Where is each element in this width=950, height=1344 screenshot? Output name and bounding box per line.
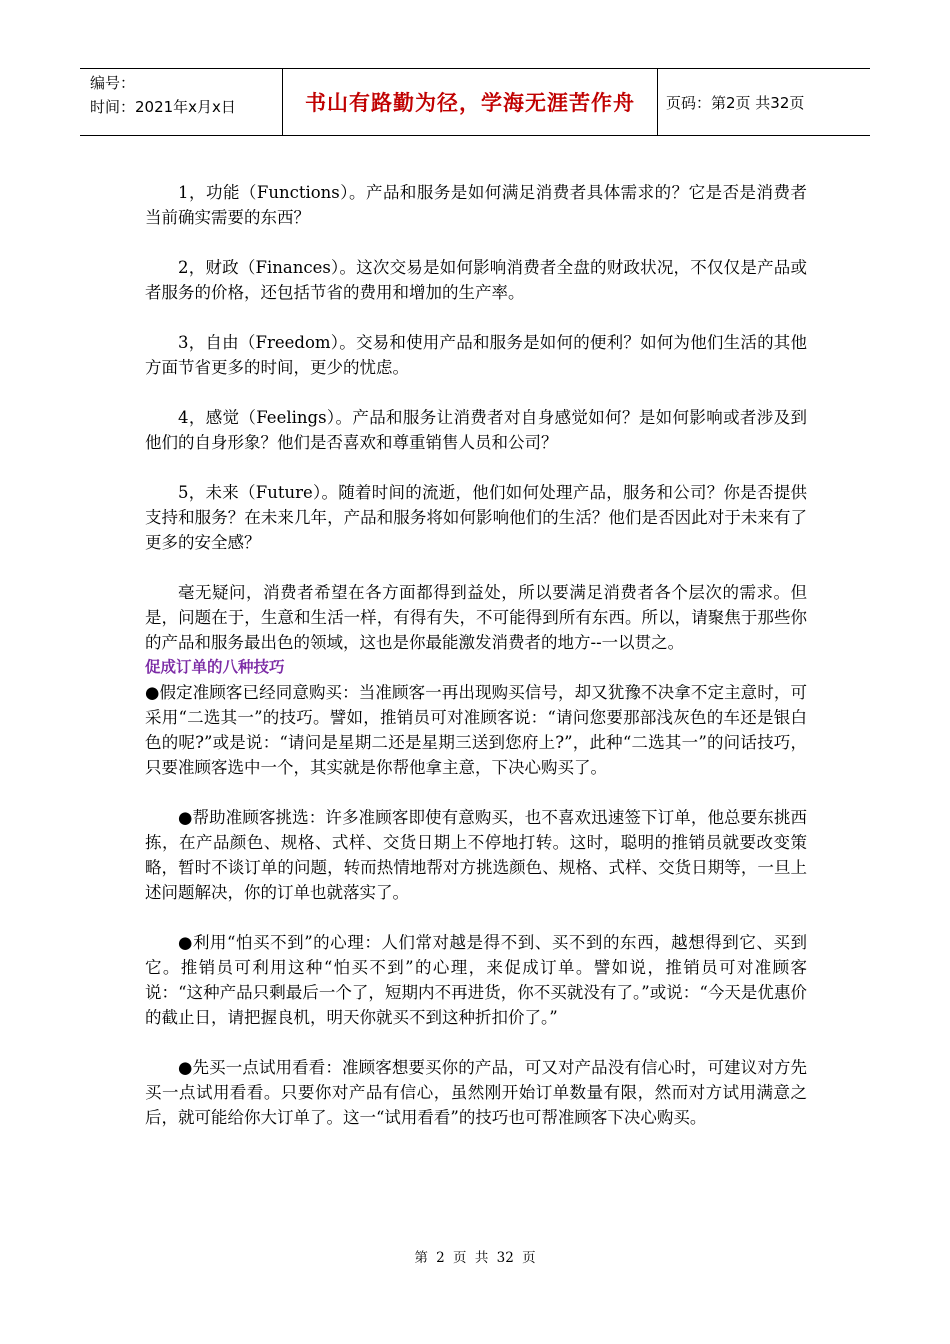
document-body — [145, 180, 807, 1130]
doc-number-label: 编号： — [90, 74, 136, 92]
tip-scarcity: ●利用“怕买不到”的心理：人们常对越是得不到、买不到的东西，越想得到它、买到它。推销员可利用这种“怕买不到”的心理，来促成订单。譬如说，推销员可对准顾客说：“这种产品只剩最后一个了，短期内不再进货，你不买就没有了。”或说：“今天是优惠价的截止日，请把握良机，明天你就买不到这种折扣价了。” — [145, 933, 807, 1027]
header-motto: 书山有路勤为径，学海无涯苦作舟 — [305, 91, 635, 115]
paragraph-freedom: 3，自由（Freedom）。交易和使用产品和服务是如何的便利？如何为他们生活的其他方面节省更多的时间，更少的忧虑。 — [145, 333, 807, 377]
tip-assume-agreement: ●假定准顾客已经同意购买：当准顾客一再出现购买信号，却又犹豫不决拿不定主意时，可采用“二选其一”的技巧。譬如，推销员可对准顾客说：“请问您要那部浅灰色的车还是银白色的呢?”或是说：“请问是星期二还是星期三送到您府上?”，此种“二选其一”的问话技巧，只要准顾客选中一个，其实就是你帮他拿主意，下决心购买了。 — [145, 683, 807, 777]
header-motto-cell — [282, 69, 658, 135]
paragraph-finances: 2，财政（Finances）。这次交易是如何影响消费者全盘的财政状况，不仅仅是产品或者服务的价格，还包括节省的费用和增加的生产率。 — [145, 258, 807, 302]
section-title: 促成订单的八种技巧 — [145, 658, 285, 676]
header-page-cell — [658, 69, 870, 135]
paragraph-summary: 毫无疑问，消费者希望在各方面都得到益处，所以要满足消费者各个层次的需求。但是，问题在于，生意和生活一样，有得有失，不可能得到所有东西。所以，请聚焦于那些你的产品和服务最出色的领域，这也是你最能激发消费者的地方--一以贯之。 — [145, 583, 807, 652]
paragraph-future: 5，未来（Future）。随着时间的流逝，他们如何处理产品，服务和公司？你是否提供支持和服务？在未来几年，产品和服务将如何影响他们的生活？他们是否因此对于未来有了更多的安全感？ — [145, 483, 807, 552]
tip-help-choose: ●帮助准顾客挑选：许多准顾客即使有意购买，也不喜欢迅速签下订单，他总要东挑西拣，在产品颜色、规格、式样、交货日期上不停地打转。这时，聪明的推销员就要改变策略，暂时不谈订单的问题，转而热情地帮对方挑选颜色、规格、式样、交货日期等，一旦上述问题解决，你的订单也就落实了。 — [145, 808, 807, 902]
header-page-label: 页码：第2页 共32页 — [666, 93, 805, 112]
page-footer: 第 2 页 共 32 页 — [414, 1250, 536, 1266]
page-header — [80, 68, 870, 136]
header-meta — [80, 69, 282, 135]
paragraph-feelings: 4，感觉（Feelings）。产品和服务让消费者对自身感觉如何？是如何影响或者涉及到他们的自身形象？他们是否喜欢和尊重销售人员和公司？ — [145, 408, 807, 452]
tip-trial-purchase: ●先买一点试用看看：准顾客想要买你的产品，可又对产品没有信心时，可建议对方先买一点试用看看。只要你对产品有信心，虽然刚开始订单数量有限，然而对方试用满意之后，就可能给你大订单了。这一“试用看看”的技巧也可帮准顾客下决心购买。 — [145, 1058, 807, 1127]
doc-date-label: 时间：2021年x月x日 — [90, 98, 236, 116]
paragraph-functions: 1，功能（Functions）。产品和服务是如何满足消费者具体需求的？它是否是消费者当前确实需要的东西？ — [145, 183, 807, 227]
